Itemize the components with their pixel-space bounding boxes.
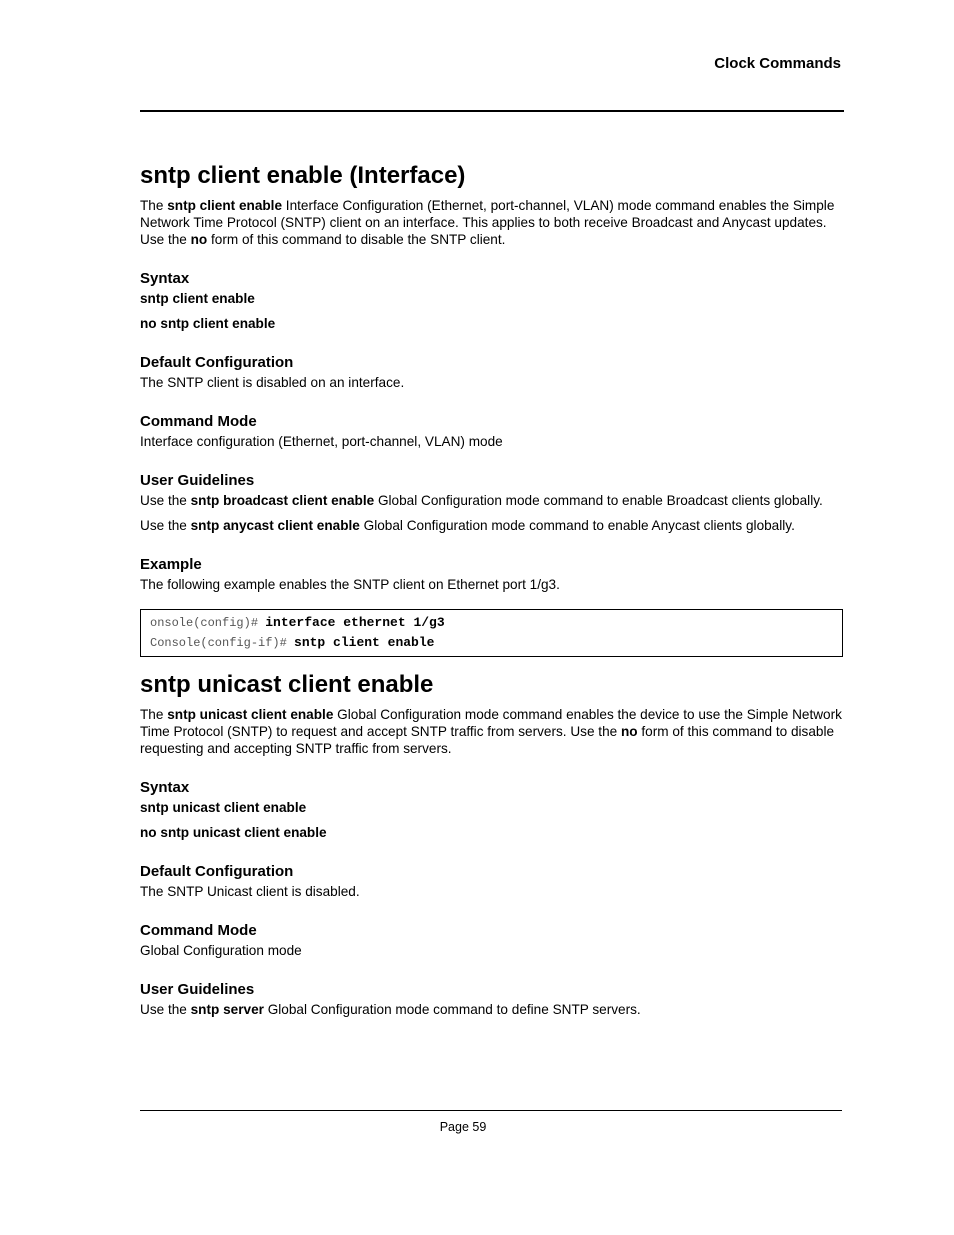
default-config-text: The SNTP client is disabled on an interface. <box>140 375 405 390</box>
guideline-text: Use the sntp server Global Configuration mode command to define SNTP servers. <box>140 1002 641 1017</box>
syntax-heading: Syntax <box>140 779 190 796</box>
default-config-text: The SNTP Unicast client is disabled. <box>140 884 360 899</box>
syntax-line: no sntp unicast client enable <box>140 825 327 840</box>
code-example <box>140 609 843 657</box>
footer-divider <box>140 1110 842 1111</box>
example-heading: Example <box>140 556 202 573</box>
section-2 <box>140 671 843 1018</box>
syntax-line: sntp unicast client enable <box>140 800 307 815</box>
section-title: sntp client enable (Interface) <box>140 162 466 189</box>
syntax-line: sntp client enable <box>140 291 255 306</box>
code-line: onsole(config)# interface ethernet 1/g3 <box>150 615 445 630</box>
example-text: The following example enables the SNTP client on Ethernet port 1/g3. <box>140 577 560 592</box>
running-header: Clock Commands <box>714 55 841 72</box>
command-mode-text: Interface configuration (Ethernet, port-channel, VLAN) mode <box>140 434 503 449</box>
user-guidelines-heading: User Guidelines <box>140 981 255 998</box>
page-number: Page 59 <box>439 1120 487 1134</box>
syntax-heading: Syntax <box>140 270 190 287</box>
code-line: Console(config-if)# sntp client enable <box>150 635 435 650</box>
command-mode-heading: Command Mode <box>140 413 257 430</box>
section-intro: The sntp client enable Interface Configuration (Ethernet, port-channel, VLAN) mode command enables the Simple Network Time Protocol (SNTP) client on an interface. This applies to both receive Broadcast and Anycast updates. Use the no form of this command to disable the SNTP client. <box>140 198 835 247</box>
default-config-heading: Default Configuration <box>140 354 294 371</box>
user-guidelines-heading: User Guidelines <box>140 472 255 489</box>
command-mode-text: Global Configuration mode <box>140 943 302 958</box>
section-title: sntp unicast client enable <box>140 671 434 698</box>
header-divider <box>140 110 844 112</box>
command-mode-heading: Command Mode <box>140 922 257 939</box>
default-config-heading: Default Configuration <box>140 863 294 880</box>
section-intro: The sntp unicast client enable Global Configuration mode command enables the device to use the Simple Network Time Protocol (SNTP) to request and accept SNTP traffic from servers. Use the no form of this command to disable requesting and accepting SNTP traffic from servers. <box>140 707 842 756</box>
guideline-text: Use the sntp broadcast client enable Global Configuration mode command to enable Broadcast clients globally. <box>140 493 823 508</box>
guideline-text: Use the sntp anycast client enable Global Configuration mode command to enable Anycast clients globally. <box>140 518 795 533</box>
page-content <box>140 162 843 1018</box>
syntax-line: no sntp client enable <box>140 316 276 331</box>
